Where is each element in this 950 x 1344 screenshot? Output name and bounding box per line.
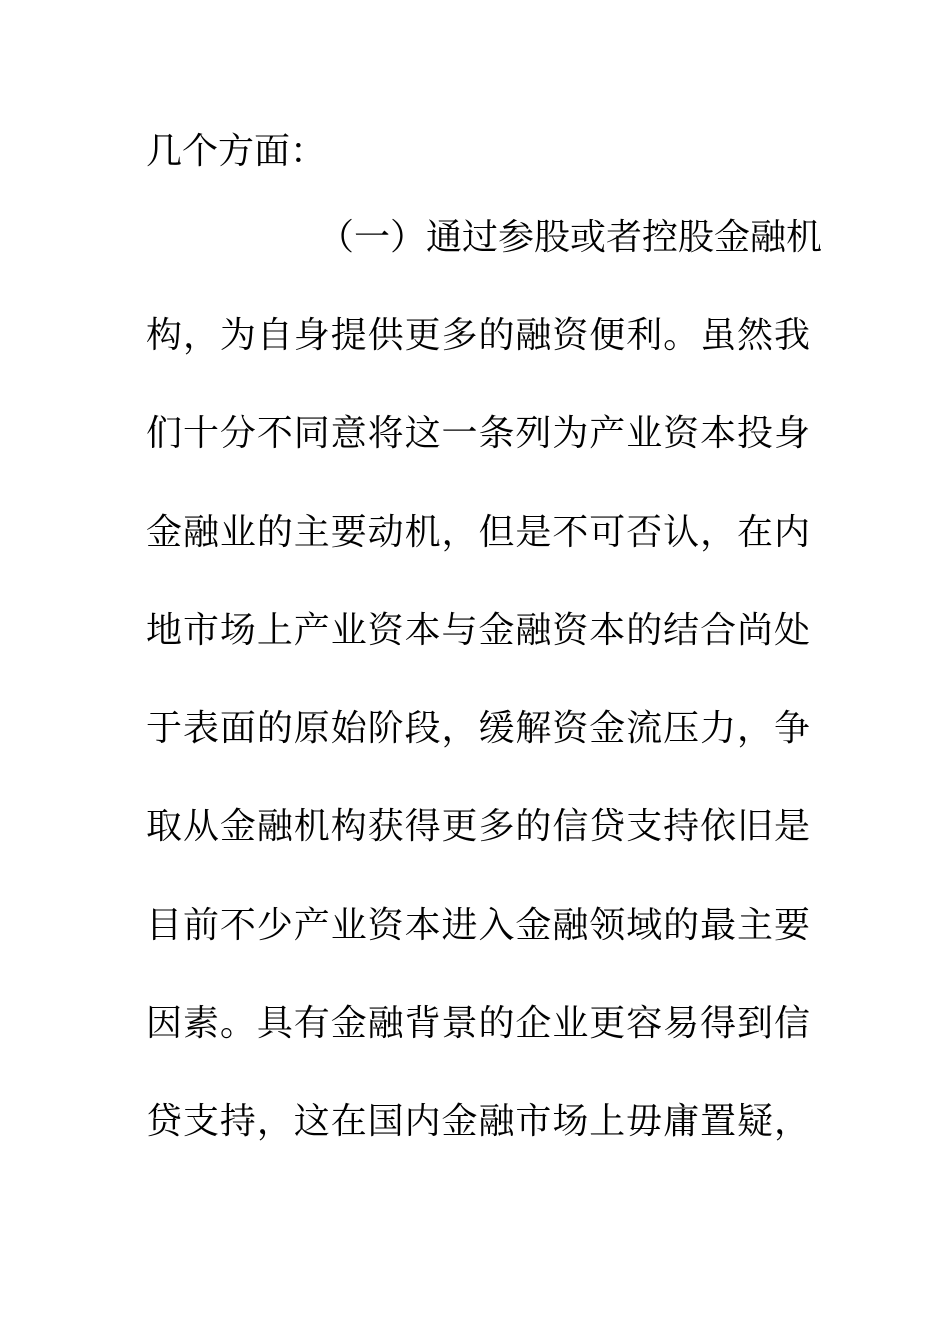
text-line-9: 目前不少产业资本进入金融领域的最主要: [146, 905, 810, 946]
text-line-7: 于表面的原始阶段，缓解资金流压力，争: [146, 708, 810, 749]
text-line-4: 们十分不同意将这一条列为产业资本投身: [146, 413, 810, 454]
text-line-10: 因素。具有金融背景的企业更容易得到信: [146, 1003, 810, 1044]
text-line-1: 几个方面：: [146, 131, 327, 172]
text-line-3: 构，为自身提供更多的融资便利。虽然我: [146, 315, 810, 356]
text-line-5: 金融业的主要动机，但是不可否认，在内: [146, 512, 810, 553]
text-line-11: 贷支持，这在国内金融市场上毋庸置疑，: [146, 1101, 810, 1142]
text-line-6: 地市场上产业资本与金融资本的结合尚处: [146, 610, 810, 651]
paragraph-heading-line: （一）通过参股或者控股金融机: [318, 217, 823, 258]
text-line-8: 取从金融机构获得更多的信贷支持依旧是: [146, 806, 810, 847]
